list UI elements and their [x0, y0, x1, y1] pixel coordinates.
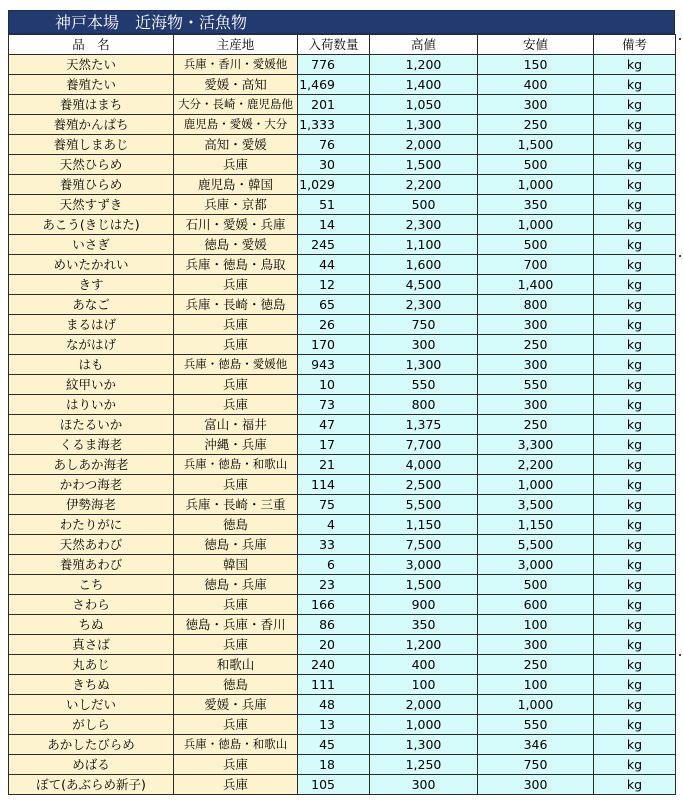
origin-cell: 兵庫・香川・愛媛他	[174, 55, 298, 75]
fish-name-cell: こち	[9, 575, 174, 595]
high-price-cell: 900	[370, 595, 478, 615]
high-price-cell: 2,000	[370, 695, 478, 715]
origin-cell: 兵庫	[174, 775, 298, 795]
fish-name-cell: 天然たい	[9, 55, 174, 75]
table-row	[9, 635, 676, 655]
low-price-cell: 250	[478, 415, 594, 435]
remarks-cell: kg	[594, 255, 676, 275]
remarks-cell: kg	[594, 495, 676, 515]
fish-name-cell: わたりがに	[9, 515, 174, 535]
table-row	[9, 195, 676, 215]
high-price-cell: 2,500	[370, 475, 478, 495]
remarks-cell: kg	[594, 275, 676, 295]
quantity-cell: 86	[298, 615, 370, 635]
low-price-cell: 1,000	[478, 695, 594, 715]
origin-cell: 徳島・兵庫・香川	[174, 615, 298, 635]
origin-cell: 兵庫	[174, 375, 298, 395]
high-price-cell: 800	[370, 395, 478, 415]
fish-name-cell: 養殖たい	[9, 75, 174, 95]
low-price-cell: 1,400	[478, 275, 594, 295]
remarks-cell: kg	[594, 235, 676, 255]
remarks-cell: kg	[594, 135, 676, 155]
table-row	[9, 175, 676, 195]
origin-cell: 兵庫	[174, 315, 298, 335]
remarks-cell: kg	[594, 415, 676, 435]
remarks-cell: kg	[594, 95, 676, 115]
origin-cell: 韓国	[174, 555, 298, 575]
origin-cell: 和歌山	[174, 655, 298, 675]
high-price-cell: 2,300	[370, 215, 478, 235]
remarks-cell: kg	[594, 475, 676, 495]
low-price-cell: 250	[478, 115, 594, 135]
quantity-cell: 6	[298, 555, 370, 575]
quantity-cell: 240	[298, 655, 370, 675]
quantity-cell: 114	[298, 475, 370, 495]
table-row	[9, 555, 676, 575]
low-price-cell: 800	[478, 295, 594, 315]
remarks-cell: kg	[594, 555, 676, 575]
quantity-cell: 51	[298, 195, 370, 215]
table-row	[9, 515, 676, 535]
origin-cell: 鹿児島・韓国	[174, 175, 298, 195]
high-price-cell: 5,500	[370, 495, 478, 515]
remarks-cell: kg	[594, 655, 676, 675]
high-price-cell: 4,500	[370, 275, 478, 295]
fish-name-cell: あなご	[9, 295, 174, 315]
quantity-cell: 73	[298, 395, 370, 415]
table-row	[9, 335, 676, 355]
fish-name-cell: まるはげ	[9, 315, 174, 335]
fish-name-cell: 天然すずき	[9, 195, 174, 215]
table-row	[9, 75, 676, 95]
quantity-cell: 21	[298, 455, 370, 475]
high-price-cell: 1,100	[370, 235, 478, 255]
edge-mark	[679, 255, 681, 257]
fish-name-cell: 天然ひらめ	[9, 155, 174, 175]
low-price-cell: 300	[478, 395, 594, 415]
low-price-cell: 500	[478, 575, 594, 595]
low-price-cell: 1,000	[478, 175, 594, 195]
fish-name-cell: ながはげ	[9, 335, 174, 355]
origin-cell: 富山・福井	[174, 415, 298, 435]
table-row	[9, 235, 676, 255]
table-row	[9, 215, 676, 235]
remarks-cell: kg	[594, 295, 676, 315]
low-price-cell: 250	[478, 335, 594, 355]
quantity-cell: 776	[298, 55, 370, 75]
table-row	[9, 495, 676, 515]
low-price-cell: 550	[478, 715, 594, 735]
high-price-cell: 1,300	[370, 115, 478, 135]
remarks-cell: kg	[594, 195, 676, 215]
quantity-cell: 17	[298, 435, 370, 455]
fish-name-cell: いしだい	[9, 695, 174, 715]
table-row	[9, 95, 676, 115]
low-price-cell: 550	[478, 375, 594, 395]
low-price-cell: 300	[478, 355, 594, 375]
origin-cell: 兵庫・徳島・和歌山	[174, 735, 298, 755]
table-row	[9, 395, 676, 415]
remarks-cell: kg	[594, 335, 676, 355]
fish-name-cell: はも	[9, 355, 174, 375]
low-price-cell: 1,000	[478, 475, 594, 495]
table-row	[9, 575, 676, 595]
origin-cell: 沖縄・兵庫	[174, 435, 298, 455]
fish-name-cell: 養殖しまあじ	[9, 135, 174, 155]
origin-cell: 徳島	[174, 515, 298, 535]
low-price-cell: 346	[478, 735, 594, 755]
remarks-cell: kg	[594, 595, 676, 615]
quantity-cell: 170	[298, 335, 370, 355]
high-price-cell: 3,000	[370, 555, 478, 575]
fish-name-cell: くるま海老	[9, 435, 174, 455]
fish-name-cell: あこう(きじはた)	[9, 215, 174, 235]
high-price-cell: 7,500	[370, 535, 478, 555]
fish-name-cell: はりいか	[9, 395, 174, 415]
low-price-cell: 3,300	[478, 435, 594, 455]
fish-name-cell: 養殖かんぱち	[9, 115, 174, 135]
quantity-cell: 14	[298, 215, 370, 235]
remarks-cell: kg	[594, 775, 676, 795]
quantity-cell: 10	[298, 375, 370, 395]
quantity-cell: 111	[298, 675, 370, 695]
quantity-cell: 201	[298, 95, 370, 115]
low-price-cell: 1,000	[478, 215, 594, 235]
quantity-cell: 44	[298, 255, 370, 275]
origin-cell: 兵庫	[174, 715, 298, 735]
price-table	[8, 34, 676, 795]
origin-cell: 兵庫・長崎・徳島	[174, 295, 298, 315]
remarks-cell: kg	[594, 395, 676, 415]
remarks-cell: kg	[594, 695, 676, 715]
low-price-cell: 300	[478, 95, 594, 115]
origin-cell: 高知・愛媛	[174, 135, 298, 155]
remarks-cell: kg	[594, 155, 676, 175]
origin-cell: 兵庫・長崎・三重	[174, 495, 298, 515]
remarks-cell: kg	[594, 215, 676, 235]
high-price-cell: 350	[370, 615, 478, 635]
low-price-cell: 750	[478, 755, 594, 775]
table-row	[9, 355, 676, 375]
remarks-cell: kg	[594, 715, 676, 735]
fish-name-cell: 養殖はまち	[9, 95, 174, 115]
quantity-cell: 12	[298, 275, 370, 295]
fish-name-cell: あかしたびらめ	[9, 735, 174, 755]
fish-name-cell: 養殖あわび	[9, 555, 174, 575]
quantity-cell: 943	[298, 355, 370, 375]
origin-cell: 兵庫	[174, 635, 298, 655]
high-price-cell: 1,400	[370, 75, 478, 95]
low-price-cell: 500	[478, 155, 594, 175]
high-price-cell: 100	[370, 675, 478, 695]
table-row	[9, 55, 676, 75]
table-row	[9, 735, 676, 755]
fish-name-cell: 紋甲いか	[9, 375, 174, 395]
low-price-cell: 150	[478, 55, 594, 75]
high-price-cell: 400	[370, 655, 478, 675]
origin-cell: 鹿児島・愛媛・大分	[174, 115, 298, 135]
high-price-cell: 1,200	[370, 635, 478, 655]
remarks-cell: kg	[594, 535, 676, 555]
origin-cell: 兵庫	[174, 595, 298, 615]
table-row	[9, 135, 676, 155]
quantity-cell: 76	[298, 135, 370, 155]
quantity-cell: 23	[298, 575, 370, 595]
edge-mark	[679, 38, 681, 40]
table-row	[9, 315, 676, 335]
table-row	[9, 255, 676, 275]
remarks-cell: kg	[594, 755, 676, 775]
fish-name-cell: きす	[9, 275, 174, 295]
remarks-cell: kg	[594, 575, 676, 595]
quantity-cell: 13	[298, 715, 370, 735]
low-price-cell: 250	[478, 655, 594, 675]
quantity-cell: 47	[298, 415, 370, 435]
table-row	[9, 115, 676, 135]
high-price-cell: 1,150	[370, 515, 478, 535]
origin-cell: 兵庫	[174, 155, 298, 175]
low-price-cell: 1,500	[478, 135, 594, 155]
table-row	[9, 615, 676, 635]
fish-name-cell: 丸あじ	[9, 655, 174, 675]
low-price-cell: 300	[478, 775, 594, 795]
table-row	[9, 535, 676, 555]
fish-name-cell: 伊勢海老	[9, 495, 174, 515]
origin-cell: 徳島・兵庫	[174, 535, 298, 555]
low-price-cell: 100	[478, 615, 594, 635]
high-price-cell: 1,300	[370, 735, 478, 755]
fish-name-cell: さわら	[9, 595, 174, 615]
remarks-cell: kg	[594, 515, 676, 535]
origin-cell: 大分・長崎・鹿児島他	[174, 95, 298, 115]
low-price-cell: 500	[478, 235, 594, 255]
low-price-cell: 2,200	[478, 455, 594, 475]
high-price-cell: 1,000	[370, 715, 478, 735]
origin-cell: 徳島・愛媛	[174, 235, 298, 255]
origin-cell: 徳島・兵庫	[174, 575, 298, 595]
high-price-cell: 2,000	[370, 135, 478, 155]
low-price-cell: 5,500	[478, 535, 594, 555]
low-price-cell: 300	[478, 315, 594, 335]
table-row	[9, 415, 676, 435]
high-price-cell: 550	[370, 375, 478, 395]
quantity-cell: 33	[298, 535, 370, 555]
table-row	[9, 655, 676, 675]
remarks-cell: kg	[594, 635, 676, 655]
origin-cell: 愛媛・兵庫	[174, 695, 298, 715]
high-price-cell: 2,200	[370, 175, 478, 195]
fish-name-cell: めばる	[9, 755, 174, 775]
table-row	[9, 375, 676, 395]
quantity-cell: 18	[298, 755, 370, 775]
quantity-cell: 4	[298, 515, 370, 535]
quantity-cell: 1,333	[298, 115, 370, 135]
fish-name-cell: いさぎ	[9, 235, 174, 255]
remarks-cell: kg	[594, 435, 676, 455]
table-row	[9, 475, 676, 495]
header-quantity: 入荷数量	[298, 35, 370, 55]
fish-name-cell: 養殖ひらめ	[9, 175, 174, 195]
remarks-cell: kg	[594, 735, 676, 755]
remarks-cell: kg	[594, 115, 676, 135]
remarks-cell: kg	[594, 75, 676, 95]
origin-cell: 兵庫	[174, 275, 298, 295]
origin-cell: 兵庫	[174, 335, 298, 355]
remarks-cell: kg	[594, 615, 676, 635]
origin-cell: 兵庫・徳島・愛媛他	[174, 355, 298, 375]
high-price-cell: 1,500	[370, 575, 478, 595]
table-body	[9, 55, 676, 795]
low-price-cell: 700	[478, 255, 594, 275]
high-price-cell: 1,500	[370, 155, 478, 175]
high-price-cell: 1,050	[370, 95, 478, 115]
origin-cell: 兵庫	[174, 395, 298, 415]
low-price-cell: 1,150	[478, 515, 594, 535]
quantity-cell: 65	[298, 295, 370, 315]
quantity-cell: 20	[298, 635, 370, 655]
remarks-cell: kg	[594, 175, 676, 195]
table-row	[9, 695, 676, 715]
high-price-cell: 2,300	[370, 295, 478, 315]
header-row	[9, 35, 676, 55]
origin-cell: 兵庫・徳島・鳥取	[174, 255, 298, 275]
origin-cell: 兵庫・徳島・和歌山	[174, 455, 298, 475]
quantity-cell: 1,029	[298, 175, 370, 195]
table-row	[9, 775, 676, 795]
low-price-cell: 600	[478, 595, 594, 615]
quantity-cell: 166	[298, 595, 370, 615]
high-price-cell: 1,200	[370, 55, 478, 75]
fish-name-cell: めいたかれい	[9, 255, 174, 275]
fish-name-cell: かわつ海老	[9, 475, 174, 495]
low-price-cell: 350	[478, 195, 594, 215]
fish-name-cell: がしら	[9, 715, 174, 735]
table-row	[9, 275, 676, 295]
origin-cell: 徳島	[174, 675, 298, 695]
high-price-cell: 4,000	[370, 455, 478, 475]
header-origin: 主産地	[174, 35, 298, 55]
high-price-cell: 1,600	[370, 255, 478, 275]
low-price-cell: 300	[478, 635, 594, 655]
high-price-cell: 1,375	[370, 415, 478, 435]
low-price-cell: 100	[478, 675, 594, 695]
market-price-sheet	[8, 10, 675, 795]
table-row	[9, 755, 676, 775]
origin-cell: 石川・愛媛・兵庫	[174, 215, 298, 235]
table-row	[9, 295, 676, 315]
low-price-cell: 3,500	[478, 495, 594, 515]
low-price-cell: 400	[478, 75, 594, 95]
header-name: 品 名	[9, 35, 174, 55]
high-price-cell: 500	[370, 195, 478, 215]
header-low-price: 安値	[478, 35, 594, 55]
quantity-cell: 45	[298, 735, 370, 755]
fish-name-cell: ぼて(あぶらめ新子)	[9, 775, 174, 795]
fish-name-cell: ほたるいか	[9, 415, 174, 435]
remarks-cell: kg	[594, 455, 676, 475]
high-price-cell: 7,700	[370, 435, 478, 455]
edge-mark	[679, 654, 681, 656]
header-high-price: 高値	[370, 35, 478, 55]
quantity-cell: 105	[298, 775, 370, 795]
fish-name-cell: 真さば	[9, 635, 174, 655]
origin-cell: 愛媛・高知	[174, 75, 298, 95]
table-row	[9, 455, 676, 475]
high-price-cell: 300	[370, 335, 478, 355]
origin-cell: 兵庫・京都	[174, 195, 298, 215]
quantity-cell: 26	[298, 315, 370, 335]
table-row	[9, 435, 676, 455]
quantity-cell: 75	[298, 495, 370, 515]
quantity-cell: 1,469	[298, 75, 370, 95]
quantity-cell: 245	[298, 235, 370, 255]
remarks-cell: kg	[594, 675, 676, 695]
high-price-cell: 300	[370, 775, 478, 795]
quantity-cell: 30	[298, 155, 370, 175]
origin-cell: 兵庫	[174, 475, 298, 495]
quantity-cell: 48	[298, 695, 370, 715]
header-remarks: 備考	[594, 35, 676, 55]
fish-name-cell: 天然あわび	[9, 535, 174, 555]
table-row	[9, 155, 676, 175]
table-row	[9, 595, 676, 615]
low-price-cell: 3,000	[478, 555, 594, 575]
table-row	[9, 715, 676, 735]
high-price-cell: 1,250	[370, 755, 478, 775]
sheet-title: 神戸本場 近海物・活魚物	[8, 10, 675, 34]
remarks-cell: kg	[594, 355, 676, 375]
table-row	[9, 675, 676, 695]
remarks-cell: kg	[594, 315, 676, 335]
fish-name-cell: ちぬ	[9, 615, 174, 635]
fish-name-cell: きちぬ	[9, 675, 174, 695]
high-price-cell: 1,300	[370, 355, 478, 375]
remarks-cell: kg	[594, 375, 676, 395]
fish-name-cell: あしあか海老	[9, 455, 174, 475]
origin-cell: 兵庫	[174, 755, 298, 775]
high-price-cell: 750	[370, 315, 478, 335]
remarks-cell: kg	[594, 55, 676, 75]
